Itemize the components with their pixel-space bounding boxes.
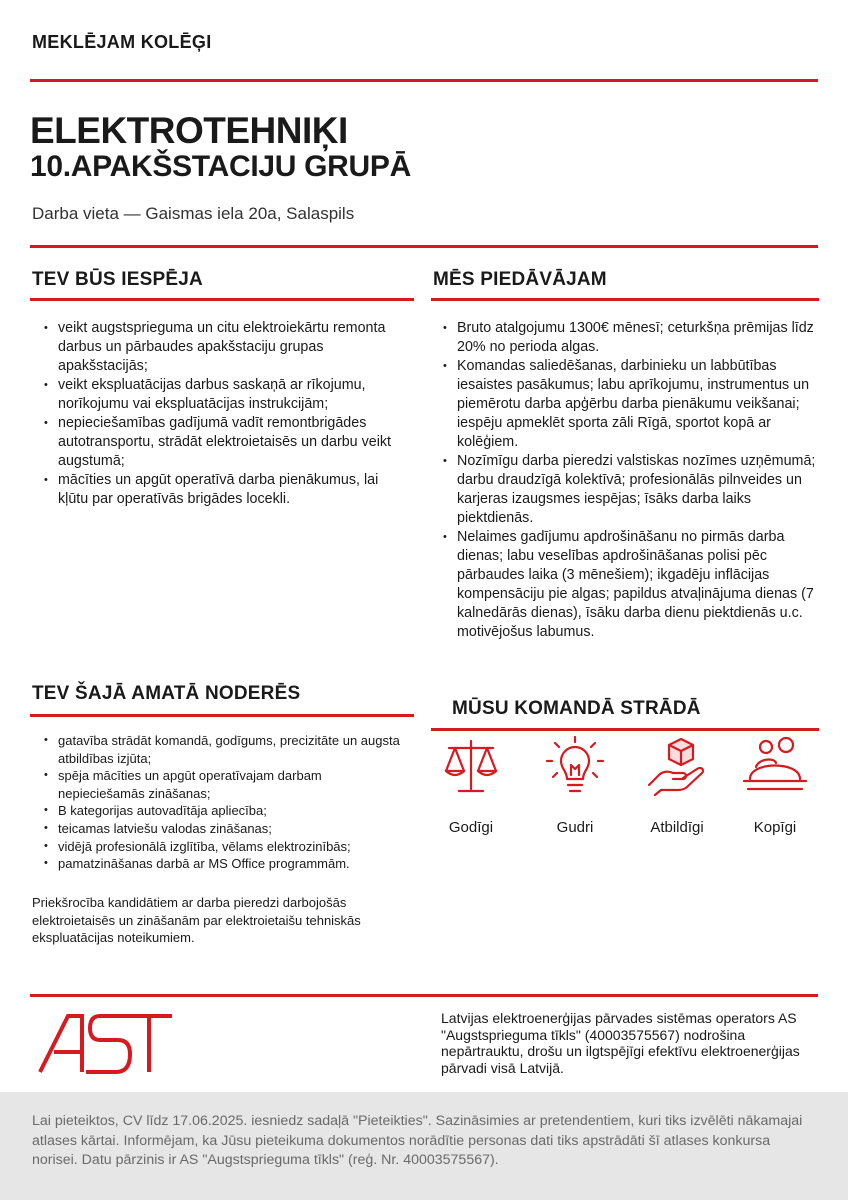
list-item: • Nelaimes gadījumu apdrošināšanu no pirmās darba dienas; labu veselības apdrošināšanas polisi pēc pārbaudes laika (3 mēnešiem); ikgadēju inflācijas kompensāciju pie algas; papildus atvaļinājuma dienas (7 kalnedārās dienas), īsāku darba dienu piektdienās u.c. motivējošus labumus. <box>431 528 821 642</box>
lightbulb-icon <box>543 735 607 797</box>
list-item: • B kategorijas autovadītāja apliecība; <box>32 802 404 820</box>
list-item: • Nozīmīgu darba pieredzi valstiskas nozīmes uzņēmumā; darbu draudzīgā kolektīvā; profesionālās pilnveides un karjeras izaugsmes iespējas; īsāks darba laiks piektdienās. <box>431 452 821 528</box>
advantage-note: Priekšrocība kandidātiem ar darba pieredzi darbojošās elektroietaisēs un zināšanām par elektroietaišu tehniskās ekspluatācijas noteikumiem. <box>32 895 361 946</box>
list-item: • vidējā profesionālā izglītība, vēlams elektrozinībās; <box>32 838 404 856</box>
team-heading: MŪSU KOMANDĀ STRĀDĀ <box>452 698 701 719</box>
list-item: • pamatzināšanas darbā ar MS Office programmām. <box>32 855 404 873</box>
hand-box-icon <box>645 735 709 797</box>
list-item: • Komandas saliedēšanas, darbinieku un labbūtības iesaistes pasākumus; labu aprīkojumu, instrumentus un piemērotu darba apģērbu darba pienākumu veikšanai; iespēju apmeklēt sporta zāli Rīgā, sportot kopā ar kolēģiem. <box>431 357 821 452</box>
value-label: Atbildīgi <box>650 819 704 836</box>
opportunities-heading: TEV BŪS IESPĒJA <box>32 269 203 290</box>
offer-heading: MĒS PIEDĀVĀJAM <box>433 269 607 290</box>
section-underline <box>431 298 819 301</box>
opportunities-list <box>32 319 402 509</box>
list-item: • nepieciešamības gadījumā vadīt remontbrigādes autotransportu, strādāt elektroietaisēs un darbu veikt augstumā; <box>32 414 402 471</box>
section-underline <box>431 728 819 731</box>
page-subtitle: 10.APAKŠSTACIJU GRUPĀ <box>30 150 411 183</box>
list-item: • gatavība strādāt komandā, godīgums, precizitāte un augsta atbildības izjūta; <box>32 732 404 767</box>
page-kicker: MEKLĒJAM KOLĒĢI <box>32 32 212 52</box>
value-label: Gudri <box>556 819 594 836</box>
people-icon <box>740 735 810 797</box>
list-item: • mācīties un apgūt operatīvā darba pienākumus, lai kļūtu par operatīvās brigādes locekli. <box>32 471 402 509</box>
value-label: Godīgi <box>448 819 494 836</box>
list-item: • Bruto atalgojumu 1300€ mēnesī; ceturkšņa prēmijas līdz 20% no perioda algas. <box>431 319 821 357</box>
list-item: • veikt augstsprieguma un citu elektroiekārtu remonta darbus un pārbaudes apakšstaciju grupas apakšstacijās; <box>32 319 402 376</box>
section-underline <box>30 298 414 301</box>
values-row <box>428 735 820 845</box>
company-description: Latvijas elektroenerģijas pārvades sistēmas operators AS "Augstsprieguma tīkls" (40003575567) nodrošina nepārtrauktu, drošu un ilgtspējīgi efektīvu elektroenerģijas pārvadi visā Latvijā. <box>441 1010 800 1076</box>
divider <box>30 79 818 82</box>
value-item <box>732 735 818 836</box>
scales-icon <box>441 735 501 797</box>
list-item: • spēja mācīties un apgūt operatīvajam darbam nepieciešamās zināšanas; <box>32 767 404 802</box>
requirements-list <box>32 732 404 873</box>
value-item <box>532 735 618 836</box>
list-item: • veikt ekspluatācijas darbus saskaņā ar rīkojumu, norīkojumu vai ekspluatācijas instrukcijām; <box>32 376 402 414</box>
requirements-heading: TEV ŠAJĀ AMATĀ NODERĒS <box>32 683 301 704</box>
ast-logo <box>38 1014 174 1074</box>
page-title: ELEKTROTEHNIĶI <box>30 110 348 151</box>
offer-list <box>431 319 821 642</box>
value-item <box>634 735 720 836</box>
value-label: Kopīgi <box>753 819 797 836</box>
divider <box>30 245 818 248</box>
section-underline <box>30 714 414 717</box>
workplace-location: Darba vieta — Gaismas iela 20a, Salaspils <box>32 204 355 223</box>
footer-notice <box>0 1092 848 1200</box>
divider <box>30 994 818 997</box>
footer-text: Lai pieteiktos, CV līdz 17.06.2025. iesniedz sadaļā "Pieteikties". Sazināsimies ar pretendentiem, kuri tiks izvēlēti nākamajai atlases kārtai. Informējam, ka Jūsu pieteikuma dokumentos norādītie personas dati tiks apstrādāti šī atlases konkursa norisei. Datu pārzinis ir AS "Augstsprieguma tīkls" (reģ. Nr. 40003575567). <box>32 1113 803 1168</box>
list-item: • teicamas latviešu valodas zināšanas; <box>32 820 404 838</box>
value-item <box>428 735 514 836</box>
